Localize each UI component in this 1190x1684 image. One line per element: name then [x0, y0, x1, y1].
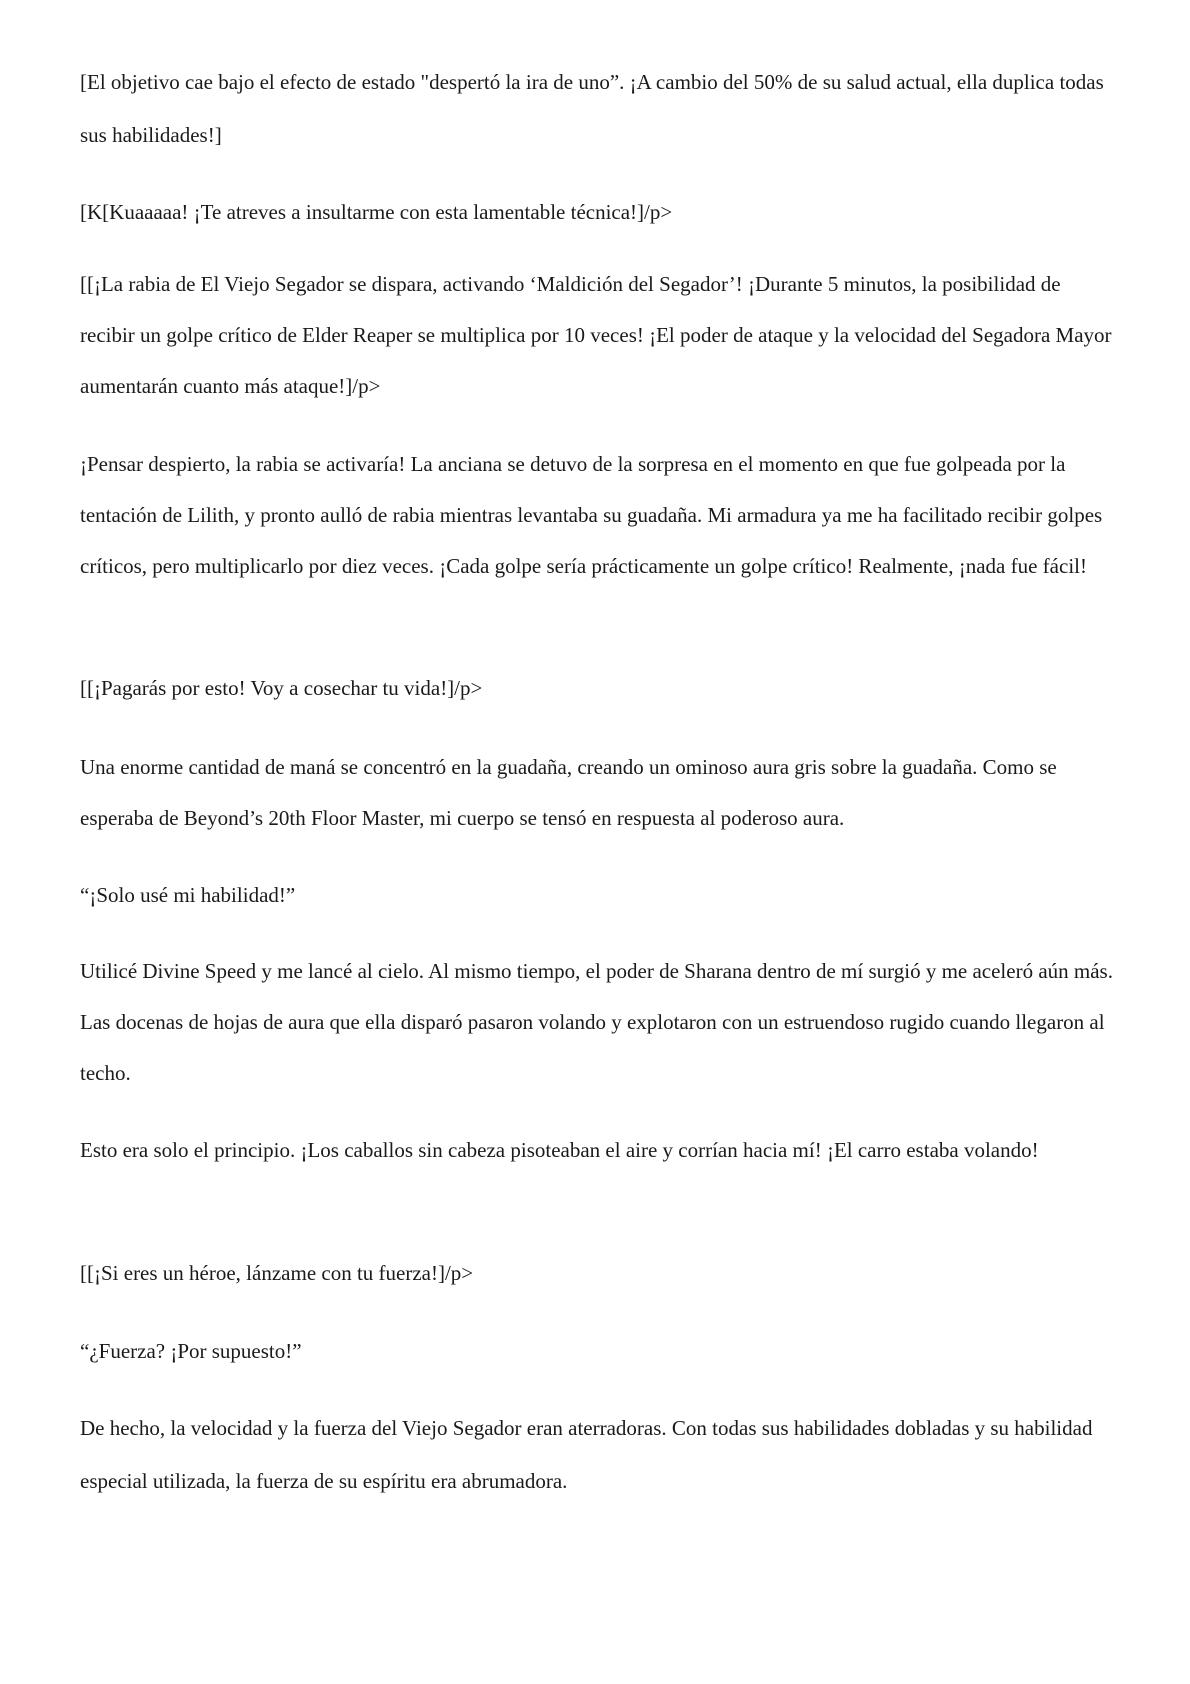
paragraph-kuaaaaa: [K[Kuaaaaa! ¡Te atreves a insultarme con esta lamentable técnica!]/p> [80, 200, 673, 224]
paragraph-used-skill: “¡Solo usé mi habilidad!” [80, 883, 296, 907]
paragraph-strength-reply: “¿Fuerza? ¡Por supuesto!” [80, 1339, 302, 1363]
paragraph-headless-horses: Esto era solo el principio. ¡Los caballos sin cabeza pisoteaban el aire y corrían hacia mí! ¡El carro estaba volando! [80, 1138, 1039, 1162]
paragraph-old-reaper-power: De hecho, la velocidad y la fuerza del Viejo Segador eran aterradoras. Con todas sus habilidades dobladas y su habilidad especial utilizada, la fuerza de su espíritu era abrumadora. [80, 1416, 1093, 1493]
paragraph-rage-activated: ¡Pensar despierto, la rabia se activaría! La anciana se detuvo de la sorpresa en el momento en que fue golpeada por la tentación de Lilith, y pronto aulló de rabia mientras levantaba su guadaña. Mi armadura ya me ha facilitado recibir golpes críticos, pero multiplicarlo por diez veces. ¡Cada golpe sería prácticamente un golpe crítico! Realmente, ¡nada fue fácil! [80, 452, 1103, 578]
paragraph-reaper-curse: [[¡La rabia de El Viejo Segador se dispara, activando ‘Maldición del Segador’! ¡Durante 5 minutos, la posibilidad de recibir un golpe crítico de Elder Reaper se multiplica por 10 veces! ¡El poder de ataque y la velocidad del Segadora Mayor aumentarán cuanto más ataque!]/p> [80, 272, 1112, 398]
paragraph-mana-scythe: Una enorme cantidad de maná se concentró en la guadaña, creando un ominoso aura gris sobre la guadaña. Como se esperaba de Beyond’s 20th Floor Master, mi cuerpo se tensó en respuesta al poderoso aura. [80, 755, 1057, 830]
paragraph-status-effect: [El objetivo cae bajo el efecto de estado "despertó la ira de uno”. ¡A cambio del 50% de su salud actual, ella duplica todas sus habilidades!] [80, 70, 1104, 147]
paragraph-pay-for-this: [[¡Pagarás por esto! Voy a cosechar tu vida!]/p> [80, 676, 483, 700]
paragraph-hero-challenge: [[¡Si eres un héroe, lánzame con tu fuerza!]/p> [80, 1261, 474, 1285]
paragraph-divine-speed: Utilicé Divine Speed y me lancé al cielo. Al mismo tiempo, el poder de Sharana dentro de mí surgió y me aceleró aún más. Las docenas de hojas de aura que ella disparó pasaron volando y explotaron con un estruendoso rugido cuando llegaron al techo. [80, 959, 1113, 1085]
